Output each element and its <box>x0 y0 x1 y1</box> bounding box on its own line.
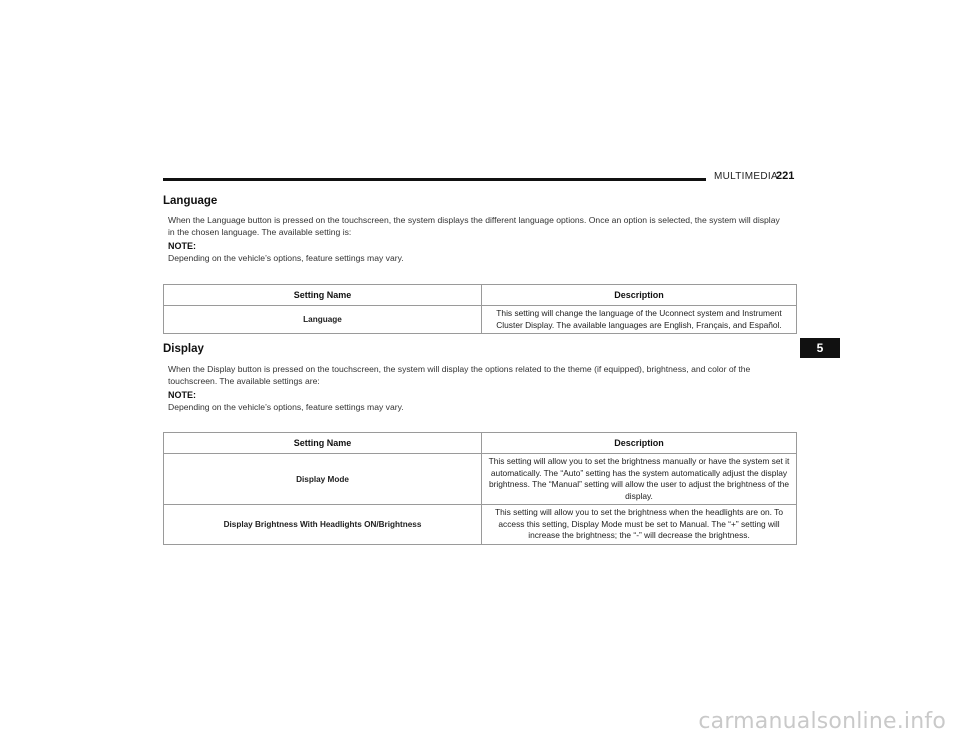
header-rule <box>163 178 706 181</box>
table-row <box>164 306 797 334</box>
watermark: carmanualsonline.info <box>698 709 946 734</box>
language-note-text: Depending on the vehicle’s options, feature settings may vary. <box>168 253 404 263</box>
table-header-row <box>164 285 797 306</box>
setting-name: Display Mode <box>164 454 482 505</box>
column-header-description: Description <box>482 433 797 454</box>
setting-description: This setting will allow you to set the brightness when the headlights are on. To access this setting, Display Mode must be set to Manual. The “+” setting will increase the brightness; the “-” will decrease the brightness. <box>482 505 797 545</box>
table-row <box>164 505 797 545</box>
page-number: 221 <box>776 170 795 182</box>
setting-description: This setting will change the language of the Uconnect system and Instrument Cluster Display. The available languages are English, Français, and Español. <box>482 306 797 334</box>
language-intro: When the Language button is pressed on the touchscreen, the system displays the different language options. Once an option is selected, the system will display in the chosen language. The available setting is: <box>168 215 780 237</box>
setting-name: Display Brightness With Headlights ON/Brightness <box>164 505 482 545</box>
table-row <box>164 454 797 505</box>
display-settings-table <box>163 432 797 545</box>
display-note-text: Depending on the vehicle’s options, feature settings may vary. <box>168 402 404 412</box>
chapter-tab: 5 <box>800 338 840 358</box>
display-note-label: NOTE: <box>168 390 196 400</box>
language-heading: Language <box>163 195 218 207</box>
display-intro: When the Display button is pressed on the touchscreen, the system will display the options related to the theme (if equipped), brightness, and color of the touchscreen. The available settings are: <box>168 364 751 386</box>
section-label: MULTIMEDIA <box>714 171 778 182</box>
language-settings-table <box>163 284 797 334</box>
setting-description: This setting will allow you to set the brightness manually or have the system set it automatically. The “Auto” setting has the system automatically adjust the display brightness. The “Manual” setting will allow the user to adjust the brightness of the display. <box>482 454 797 505</box>
table-header-row <box>164 433 797 454</box>
column-header-description: Description <box>482 285 797 306</box>
language-note-label: NOTE: <box>168 241 196 251</box>
setting-name: Language <box>164 306 482 334</box>
display-heading: Display <box>163 343 204 355</box>
column-header-setting-name: Setting Name <box>164 285 482 306</box>
column-header-setting-name: Setting Name <box>164 433 482 454</box>
